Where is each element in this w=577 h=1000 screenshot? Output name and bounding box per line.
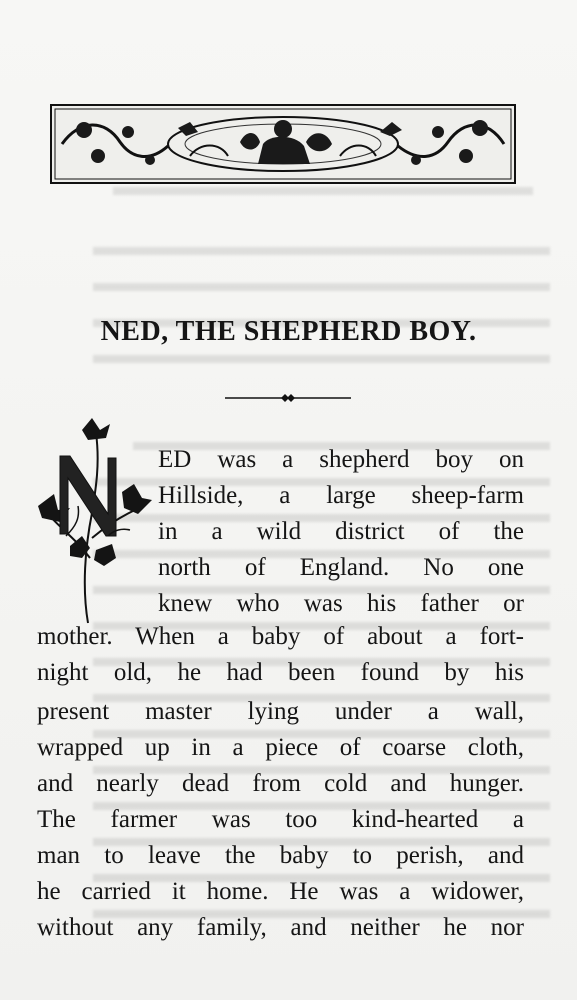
- drop-cap-floral-initial: [30, 418, 152, 628]
- body-line-14: without any family, and neither he nor: [37, 914, 524, 941]
- body-line-5: knew who was his father or: [158, 590, 524, 617]
- body-line-3: in a wild district of the: [158, 518, 524, 545]
- body-line-6: mother. When a baby of about a fort-: [37, 623, 524, 650]
- body-line-1: ED was a shepherd boy on: [158, 446, 524, 473]
- body-line-2: Hillside, a large sheep-farm: [158, 482, 524, 509]
- body-line-7: night old, he had been found by his: [37, 659, 524, 686]
- body-line-12: man to leave the baby to perish, and: [37, 842, 524, 869]
- body-line-13: he carried it home. He was a widower,: [37, 878, 524, 905]
- body-line-8: present master lying under a wall,: [37, 698, 524, 725]
- body-line-9: wrapped up in a piece of coarse cloth,: [37, 734, 524, 761]
- chapter-title: NED, THE SHEPHERD BOY.: [100, 316, 477, 347]
- title-divider-ornament: [225, 392, 351, 404]
- body-line-11: The farmer was too kind-hearted a: [37, 806, 524, 833]
- body-line-4: north of England. No one: [158, 554, 524, 581]
- ornamental-header-band: [50, 104, 516, 184]
- body-line-10: and nearly dead from cold and hunger.: [37, 770, 524, 797]
